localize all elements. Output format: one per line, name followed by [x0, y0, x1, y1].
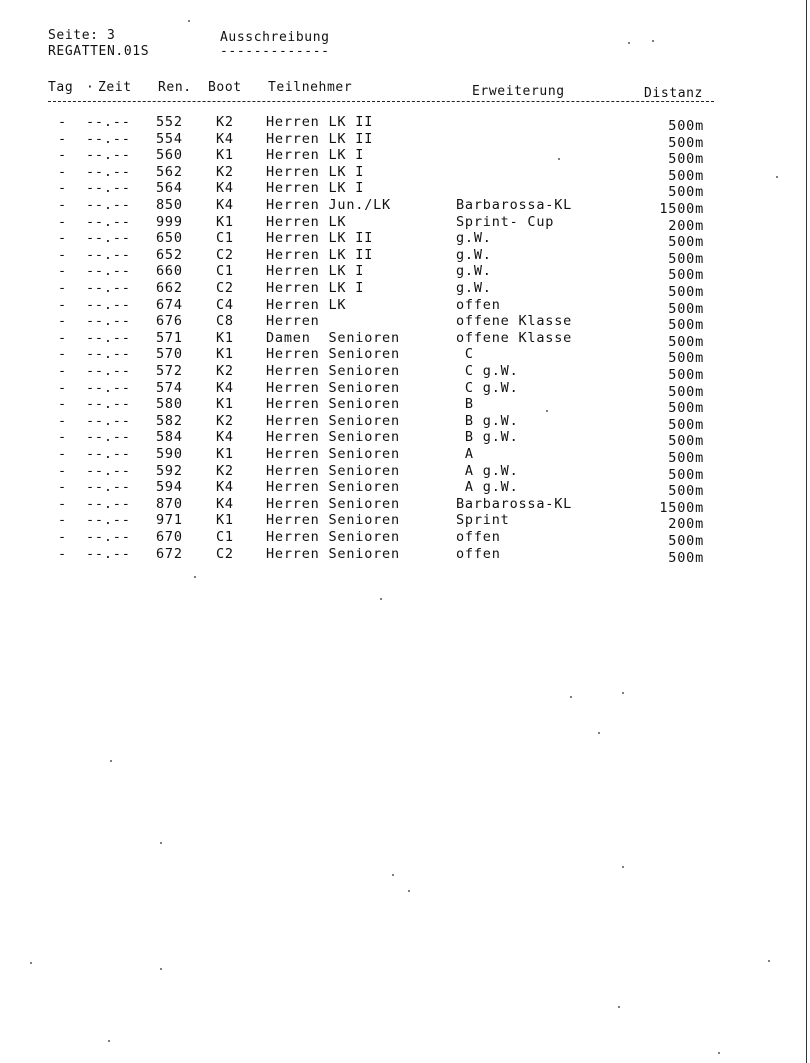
cell-ren: 670: [156, 529, 183, 545]
cell-boot: K4: [216, 130, 234, 147]
cell-erweiterung: C g.W.: [456, 363, 519, 379]
scan-speck: [188, 20, 190, 22]
scan-speck: [768, 960, 770, 962]
cell-tag: -: [58, 379, 67, 396]
scan-speck: [546, 410, 548, 412]
table-row: [0, 379, 810, 400]
scan-edge-line: [806, 0, 807, 1063]
cell-boot: K4: [216, 429, 234, 446]
cell-tag: -: [58, 446, 67, 462]
table-row: [0, 479, 810, 500]
scan-speck: [160, 968, 162, 970]
cell-erweiterung: offen: [456, 529, 501, 545]
table-row: [0, 329, 810, 350]
cell-tag: -: [58, 280, 67, 296]
column-header-distanz: Distanz: [644, 86, 703, 101]
table-row: [0, 313, 810, 334]
cell-tag: -: [58, 213, 67, 230]
cell-zeit: --.--: [86, 213, 131, 230]
cell-distanz: 500m: [668, 400, 704, 417]
cell-distanz: 500m: [668, 167, 704, 184]
cell-zeit: --.--: [86, 462, 131, 479]
table-row: [0, 462, 810, 483]
cell-erweiterung: g.W.: [456, 280, 492, 296]
cell-ren: 672: [156, 545, 183, 562]
cell-teilnehmer: Herren Senioren: [266, 529, 400, 545]
cell-zeit: --.--: [86, 363, 131, 379]
column-header-ren: Ren.: [158, 80, 192, 95]
scan-speck: [570, 696, 572, 698]
scan-speck: [108, 1040, 110, 1042]
cell-zeit: --.--: [86, 446, 131, 462]
scan-speck: [622, 692, 624, 694]
cell-teilnehmer: Herren Senioren: [266, 495, 400, 512]
scan-speck: [380, 598, 382, 600]
cell-erweiterung: Sprint: [456, 512, 510, 529]
cell-teilnehmer: Herren LK II: [266, 130, 374, 147]
column-header-separator: ·: [86, 80, 95, 95]
cell-boot: K4: [216, 197, 234, 213]
cell-distanz: 200m: [668, 217, 704, 234]
cell-tag: -: [58, 180, 67, 197]
cell-zeit: --.--: [86, 147, 131, 164]
cell-teilnehmer: Herren Senioren: [266, 462, 400, 479]
cell-distanz: 500m: [668, 367, 704, 383]
cell-tag: -: [58, 230, 67, 247]
cell-erweiterung: g.W.: [456, 230, 492, 247]
cell-erweiterung: B g.W.: [456, 429, 519, 446]
scan-speck: [558, 158, 560, 160]
cell-ren: 582: [156, 412, 183, 429]
cell-distanz: 500m: [668, 466, 704, 483]
cell-tag: -: [58, 412, 67, 429]
cell-zeit: --.--: [86, 114, 131, 130]
cell-boot: K2: [216, 462, 234, 479]
cell-distanz: 500m: [668, 549, 704, 566]
cell-distanz: 1500m: [659, 201, 704, 217]
cell-erweiterung: offen: [456, 545, 501, 562]
cell-boot: K1: [216, 329, 234, 346]
table-row: [0, 529, 810, 549]
cell-zeit: --.--: [86, 429, 131, 446]
cell-teilnehmer: Herren LK: [266, 213, 347, 230]
cell-zeit: --.--: [86, 329, 131, 346]
cell-zeit: --.--: [86, 346, 131, 363]
page-title: Ausschreibung: [220, 30, 330, 45]
cell-boot: K1: [216, 346, 234, 363]
cell-ren: 971: [156, 512, 183, 529]
cell-erweiterung: B: [456, 396, 474, 413]
table-row: [0, 363, 810, 383]
table-row: [0, 396, 810, 417]
cell-zeit: --.--: [86, 130, 131, 147]
cell-distanz: 500m: [668, 533, 704, 549]
cell-teilnehmer: Herren LK: [266, 296, 347, 313]
cell-tag: -: [58, 263, 67, 280]
cell-teilnehmer: Herren Senioren: [266, 412, 400, 429]
cell-erweiterung: C: [456, 346, 474, 363]
table-row: [0, 213, 810, 234]
cell-zeit: --.--: [86, 296, 131, 313]
cell-zeit: --.--: [86, 230, 131, 247]
cell-teilnehmer: Herren Senioren: [266, 545, 400, 562]
cell-tag: -: [58, 246, 67, 263]
cell-distanz: 500m: [668, 234, 704, 251]
cell-distanz: 500m: [668, 184, 704, 201]
scan-speck: [618, 1006, 620, 1008]
scan-speck: [408, 890, 410, 892]
cell-tag: -: [58, 363, 67, 379]
cell-distanz: 500m: [668, 134, 704, 151]
cell-ren: 652: [156, 246, 183, 263]
cell-teilnehmer: Herren Senioren: [266, 429, 400, 446]
cell-tag: -: [58, 147, 67, 164]
cell-ren: 650: [156, 230, 183, 247]
cell-teilnehmer: Herren LK II: [266, 114, 374, 130]
cell-ren: 674: [156, 296, 183, 313]
table-row: [0, 296, 810, 317]
cell-boot: K2: [216, 412, 234, 429]
cell-ren: 584: [156, 429, 183, 446]
cell-distanz: 500m: [668, 250, 704, 267]
cell-boot: C1: [216, 529, 234, 545]
cell-teilnehmer: Herren LK I: [266, 163, 365, 180]
cell-tag: -: [58, 163, 67, 180]
cell-zeit: --.--: [86, 263, 131, 280]
cell-boot: K4: [216, 479, 234, 496]
cell-zeit: --.--: [86, 479, 131, 496]
cell-tag: -: [58, 495, 67, 512]
column-header-erweiterung: Erweiterung: [472, 84, 565, 99]
cell-erweiterung: C g.W.: [456, 379, 519, 396]
table-row: [0, 130, 810, 151]
cell-teilnehmer: Damen Senioren: [266, 329, 400, 346]
cell-boot: C8: [216, 313, 234, 330]
cell-boot: K4: [216, 180, 234, 197]
cell-distanz: 500m: [668, 267, 704, 284]
table-row: [0, 230, 810, 251]
table-row: [0, 163, 810, 184]
cell-boot: K2: [216, 163, 234, 180]
cell-ren: 592: [156, 462, 183, 479]
cell-tag: -: [58, 396, 67, 413]
cell-teilnehmer: Herren LK II: [266, 246, 374, 263]
cell-zeit: --.--: [86, 545, 131, 562]
scan-speck: [628, 42, 630, 44]
cell-zeit: --.--: [86, 529, 131, 545]
cell-distanz: 500m: [668, 450, 704, 466]
cell-zeit: --.--: [86, 495, 131, 512]
cell-boot: K1: [216, 396, 234, 413]
table-row: [0, 412, 810, 433]
cell-zeit: --.--: [86, 180, 131, 197]
cell-boot: C2: [216, 280, 234, 296]
column-header-boot: Boot: [208, 80, 242, 95]
cell-ren: 560: [156, 147, 183, 164]
cell-ren: 590: [156, 446, 183, 462]
header-divider: [48, 101, 714, 102]
cell-zeit: --.--: [86, 512, 131, 529]
cell-tag: -: [58, 529, 67, 545]
scan-speck: [160, 842, 162, 844]
cell-boot: K4: [216, 379, 234, 396]
cell-distanz: 1500m: [659, 499, 704, 516]
cell-teilnehmer: Herren Senioren: [266, 479, 400, 496]
cell-boot: C1: [216, 263, 234, 280]
column-header-teilnehmer: Teilnehmer: [268, 80, 353, 95]
scan-speck: [718, 1052, 720, 1054]
table-row: [0, 545, 810, 566]
scan-speck: [194, 576, 196, 578]
cell-teilnehmer: Herren Senioren: [266, 512, 400, 529]
cell-distanz: 500m: [668, 151, 704, 168]
table-row: [0, 263, 810, 284]
cell-erweiterung: A g.W.: [456, 462, 519, 479]
cell-zeit: --.--: [86, 280, 131, 296]
cell-ren: 580: [156, 396, 183, 413]
cell-boot: K2: [216, 114, 234, 130]
cell-teilnehmer: Herren LK I: [266, 147, 365, 164]
column-header-tag: Tag: [48, 80, 74, 95]
scan-speck: [652, 40, 654, 42]
cell-ren: 594: [156, 479, 183, 496]
cell-ren: 570: [156, 346, 183, 363]
cell-tag: -: [58, 512, 67, 529]
cell-boot: K1: [216, 512, 234, 529]
cell-erweiterung: A: [456, 446, 474, 462]
cell-ren: 572: [156, 363, 183, 379]
cell-teilnehmer: Herren: [266, 313, 320, 330]
cell-zeit: --.--: [86, 246, 131, 263]
scan-speck: [598, 732, 600, 734]
cell-boot: C2: [216, 246, 234, 263]
cell-distanz: 500m: [668, 300, 704, 317]
cell-boot: C1: [216, 230, 234, 247]
cell-tag: -: [58, 479, 67, 496]
cell-distanz: 500m: [668, 284, 704, 300]
cell-distanz: 500m: [668, 118, 704, 134]
cell-erweiterung: Barbarossa-KL: [456, 495, 573, 512]
cell-ren: 571: [156, 329, 183, 346]
cell-teilnehmer: Herren Senioren: [266, 446, 400, 462]
cell-tag: -: [58, 197, 67, 213]
cell-erweiterung: offene Klasse: [456, 329, 573, 346]
cell-ren: 574: [156, 379, 183, 396]
cell-zeit: --.--: [86, 313, 131, 330]
table-row: [0, 246, 810, 267]
cell-teilnehmer: Herren Jun./LK: [266, 197, 391, 213]
cell-ren: 564: [156, 180, 183, 197]
cell-ren: 554: [156, 130, 183, 147]
cell-erweiterung: offen: [456, 296, 501, 313]
table-row: [0, 346, 810, 367]
cell-teilnehmer: Herren Senioren: [266, 379, 400, 396]
scan-speck: [392, 874, 394, 876]
cell-distanz: 500m: [668, 383, 704, 400]
cell-distanz: 500m: [668, 350, 704, 367]
cell-erweiterung: A g.W.: [456, 479, 519, 496]
cell-ren: 676: [156, 313, 183, 330]
cell-boot: C4: [216, 296, 234, 313]
column-header-zeit: Zeit: [98, 80, 132, 95]
cell-boot: K4: [216, 495, 234, 512]
cell-ren: 999: [156, 213, 183, 230]
cell-teilnehmer: Herren LK I: [266, 180, 365, 197]
cell-distanz: 200m: [668, 516, 704, 533]
cell-erweiterung: Barbarossa-KL: [456, 197, 573, 213]
cell-boot: K1: [216, 147, 234, 164]
cell-teilnehmer: Herren LK I: [266, 280, 365, 296]
scan-speck: [776, 176, 778, 178]
cell-tag: -: [58, 545, 67, 562]
table-row: [0, 114, 810, 134]
table-row: [0, 147, 810, 168]
cell-tag: -: [58, 329, 67, 346]
cell-zeit: --.--: [86, 379, 131, 396]
cell-teilnehmer: Herren Senioren: [266, 346, 400, 363]
table-row: [0, 180, 810, 201]
cell-tag: -: [58, 296, 67, 313]
cell-ren: 552: [156, 114, 183, 130]
cell-boot: K2: [216, 363, 234, 379]
table-row: [0, 495, 810, 516]
cell-zeit: --.--: [86, 412, 131, 429]
cell-ren: 562: [156, 163, 183, 180]
cell-erweiterung: g.W.: [456, 263, 492, 280]
cell-tag: -: [58, 114, 67, 130]
cell-tag: -: [58, 346, 67, 363]
file-name: REGATTEN.01S: [48, 44, 150, 59]
cell-teilnehmer: Herren Senioren: [266, 396, 400, 413]
scan-speck: [110, 760, 112, 762]
cell-zeit: --.--: [86, 396, 131, 413]
cell-distanz: 500m: [668, 433, 704, 450]
table-row: [0, 446, 810, 466]
cell-erweiterung: B g.W.: [456, 412, 519, 429]
cell-distanz: 500m: [668, 416, 704, 433]
cell-teilnehmer: Herren LK II: [266, 230, 374, 247]
cell-tag: -: [58, 313, 67, 330]
cell-erweiterung: g.W.: [456, 246, 492, 263]
cell-erweiterung: Sprint- Cup: [456, 213, 555, 230]
cell-distanz: 500m: [668, 483, 704, 500]
cell-teilnehmer: Herren Senioren: [266, 363, 400, 379]
scan-speck: [30, 962, 32, 964]
cell-distanz: 500m: [668, 333, 704, 350]
cell-teilnehmer: Herren LK I: [266, 263, 365, 280]
cell-tag: -: [58, 130, 67, 147]
cell-ren: 850: [156, 197, 183, 213]
page-title-underline: -------------: [220, 44, 330, 59]
cell-zeit: --.--: [86, 163, 131, 180]
table-row: [0, 429, 810, 450]
cell-zeit: --.--: [86, 197, 131, 213]
table-row: [0, 197, 810, 217]
cell-ren: 660: [156, 263, 183, 280]
cell-boot: K1: [216, 446, 234, 462]
cell-ren: 662: [156, 280, 183, 296]
scan-speck: [622, 866, 624, 868]
table-row: [0, 280, 810, 300]
table-row: [0, 512, 810, 533]
cell-erweiterung: offene Klasse: [456, 313, 573, 330]
cell-distanz: 500m: [668, 317, 704, 334]
cell-tag: -: [58, 429, 67, 446]
cell-ren: 870: [156, 495, 183, 512]
cell-boot: K1: [216, 213, 234, 230]
cell-boot: C2: [216, 545, 234, 562]
page-number: Seite: 3: [48, 28, 116, 43]
cell-tag: -: [58, 462, 67, 479]
